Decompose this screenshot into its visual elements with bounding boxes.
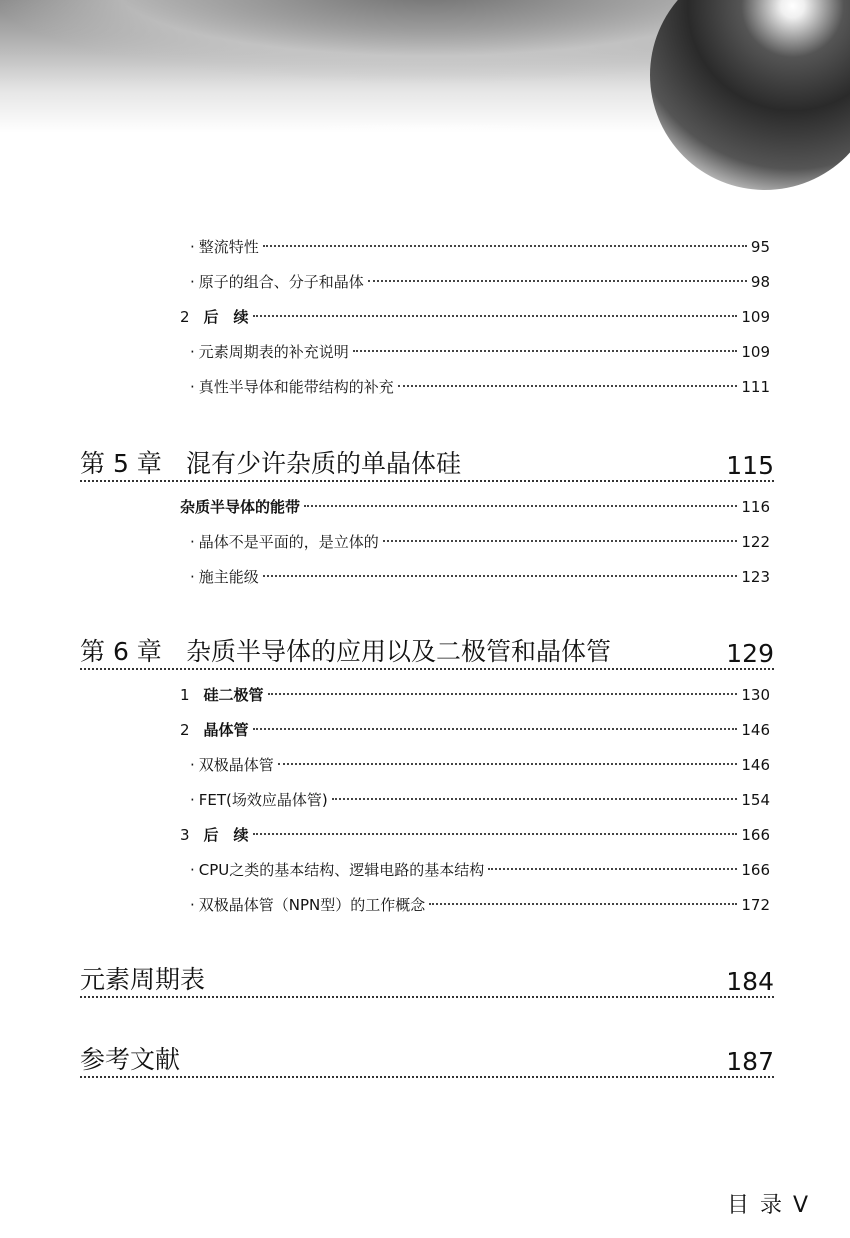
toc-entry[interactable]	[190, 236, 770, 257]
toc-entry-label: · 元素周期表的补充说明	[190, 343, 349, 361]
toc-section-label: 3 后 续	[180, 826, 249, 844]
chapter-page: 115	[726, 451, 774, 480]
toc-section-label: 杂质半导体的能带	[180, 498, 301, 516]
toc-entry[interactable]	[190, 531, 770, 552]
toc-entry-label: · 原子的组合、分子和晶体	[190, 273, 364, 291]
toc-entry-label: · FET(场效应晶体管)	[190, 791, 328, 809]
toc-section[interactable]	[180, 719, 770, 740]
chapter-title: 杂质半导体的应用以及二极管和晶体管	[186, 637, 612, 666]
chapter-number: 第 5 章	[80, 449, 162, 478]
toc-entry-page: 146	[741, 756, 770, 774]
chapter-heading[interactable]	[80, 634, 774, 670]
leader-dots	[429, 903, 737, 905]
toc-entry[interactable]	[190, 271, 770, 292]
toc-entry-page: 116	[741, 498, 770, 516]
toc-entry-label: · 施主能级	[190, 568, 259, 586]
toc-entry-page: 172	[741, 896, 770, 914]
toc-entry[interactable]	[190, 341, 770, 362]
leader-dots	[304, 505, 737, 507]
leader-dots	[263, 575, 738, 577]
toc-entry-label: · 双极晶体管	[190, 756, 274, 774]
toc-section[interactable]	[180, 824, 770, 845]
toc-entry-page: 109	[741, 343, 770, 361]
leader-dots	[253, 833, 738, 835]
appendix-title: 元素周期表	[80, 965, 206, 994]
toc-section-label: 2 晶体管	[180, 721, 249, 739]
appendix-page: 184	[726, 967, 774, 996]
leader-dots	[268, 693, 738, 695]
toc-entry-page: 98	[750, 273, 770, 291]
toc-entry-page: 122	[741, 533, 770, 551]
toc-entry-page: 146	[741, 721, 770, 739]
appendix-heading[interactable]	[80, 1042, 774, 1078]
toc-entry-page: 166	[741, 826, 770, 844]
toc-entry-page: 109	[741, 308, 770, 326]
toc-entry-label: · 双极晶体管（NPN型）的工作概念	[190, 896, 426, 914]
chapter-page: 129	[726, 639, 774, 668]
appendix-page: 187	[726, 1047, 774, 1076]
toc-entry-label: · 整流特性	[190, 238, 259, 256]
leader-dots	[332, 798, 738, 800]
toc-entry-page: 154	[741, 791, 770, 809]
toc-section[interactable]	[180, 306, 770, 327]
leader-dots	[368, 280, 747, 282]
toc-section-label: 2 后 续	[180, 308, 249, 326]
toc-entry-label: · 晶体不是平面的，是立体的	[190, 533, 379, 551]
toc-entry-page: 166	[741, 861, 770, 879]
toc-entry[interactable]	[190, 566, 770, 587]
appendix-title: 参考文献	[80, 1045, 181, 1074]
leader-dots	[488, 868, 737, 870]
toc-entry-page: 130	[741, 686, 770, 704]
toc-entry[interactable]	[190, 376, 770, 397]
toc-entry[interactable]	[190, 789, 770, 810]
toc-entry-page: 111	[741, 378, 770, 396]
chapter-heading[interactable]	[80, 446, 774, 482]
toc-entry-page: 123	[741, 568, 770, 586]
leader-dots	[383, 540, 738, 542]
toc-section-label: 1 硅二极管	[180, 686, 264, 704]
toc-entry-page: 95	[750, 238, 770, 256]
toc-entry[interactable]	[190, 859, 770, 880]
toc-entry[interactable]	[190, 894, 770, 915]
leader-dots	[253, 315, 738, 317]
chapter-number: 第 6 章	[80, 637, 162, 666]
toc-section[interactable]	[180, 496, 770, 517]
toc-section[interactable]	[180, 684, 770, 705]
leader-dots	[253, 728, 738, 730]
chapter-title: 混有少许杂质的单晶体硅	[186, 449, 462, 478]
leader-dots	[278, 763, 738, 765]
leader-dots	[398, 385, 738, 387]
toc-entry-label: · 真性半导体和能带结构的补充	[190, 378, 394, 396]
leader-dots	[353, 350, 738, 352]
appendix-heading[interactable]	[80, 962, 774, 998]
toc-entry[interactable]	[190, 754, 770, 775]
toc-entry-label: · CPU之类的基本结构、逻辑电路的基本结构	[190, 861, 485, 879]
leader-dots	[263, 245, 747, 247]
page-footer: 目 录 V	[726, 1193, 810, 1218]
